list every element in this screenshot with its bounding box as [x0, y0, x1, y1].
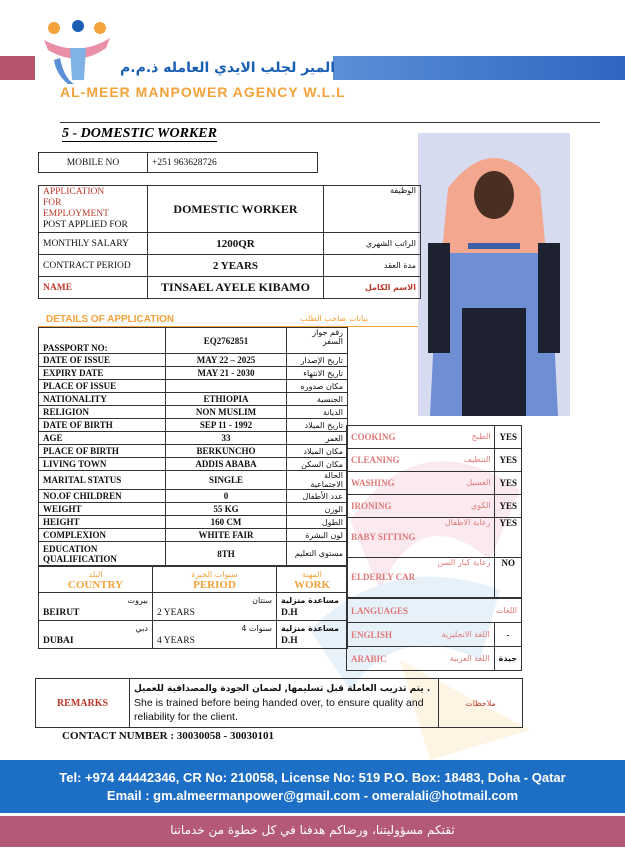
details-row [39, 354, 348, 367]
exp-row-2-period [153, 621, 277, 649]
skill-value: YES [495, 472, 522, 495]
details-label-ar: مكان صدوره [287, 380, 348, 393]
details-row [39, 380, 348, 393]
skill-name-ar: الطبخ [471, 432, 491, 441]
details-value: NON MUSLIM [166, 406, 287, 419]
skill-label [347, 426, 495, 449]
details-label: DATE OF ISSUE [39, 354, 166, 367]
details-label-ar: تاريخ الانتهاء [287, 367, 348, 380]
details-label: COMPLEXION [39, 529, 166, 542]
post-applied-label-ar: الوظيفة [324, 186, 421, 233]
exp-header-work-en: WORK [293, 578, 331, 591]
skill-row [347, 495, 522, 518]
skill-name-ar: رعاية كبار السن [437, 558, 491, 567]
exp-row-2-country-en: DUBAI [43, 635, 74, 646]
details-label: EDUCATION QUALIFICATION [39, 542, 166, 566]
exp-row-1-country [39, 593, 153, 621]
details-title-ar: بيانات صاحب الطلب [300, 314, 369, 323]
contract-label-ar: مدة العقد [324, 255, 421, 277]
details-label: PLACE OF BIRTH [39, 445, 166, 458]
lang-english-ar: اللغة الانجليزية [441, 629, 490, 639]
details-label-ar: تاريخ الميلاد [287, 419, 348, 432]
details-table [38, 327, 348, 566]
mobile-table [38, 152, 318, 173]
details-row [39, 542, 348, 566]
exp-row-1-country-en: BEIRUT [43, 607, 80, 618]
lang-english-en: ENGLISH [351, 629, 393, 640]
salary-label: MONTHLY SALARY [39, 233, 148, 255]
exp-header-period-ar: سنوات الخبرة [191, 569, 238, 579]
details-label: HEIGHT [39, 516, 166, 529]
skill-name: CLEANING [351, 455, 400, 465]
company-name-arabic: المير لجلب الايدي العامله ذ.م.م [120, 60, 336, 76]
details-label: LIVING TOWN [39, 458, 166, 471]
details-label-ar: عدد الأطفال [287, 490, 348, 503]
lang-arabic-label [347, 647, 495, 671]
lang-english-value: - [494, 623, 521, 647]
exp-row-1-work [277, 593, 348, 621]
lang-arabic-ar: اللغة العربية [449, 653, 490, 663]
contact-number: CONTACT NUMBER : 30030058 - 30030101 [62, 730, 274, 742]
exp-header-country-ar: البلد [88, 569, 103, 579]
details-row [39, 406, 348, 419]
details-value: 160 CM [166, 516, 287, 529]
details-value: 33 [166, 432, 287, 445]
skill-row [347, 426, 522, 449]
skill-name-ar: التنظيف [463, 455, 491, 464]
details-label-ar: لون البشرة [287, 529, 348, 542]
remarks-table [35, 678, 523, 728]
exp-header-period [153, 567, 277, 593]
skill-value: YES [495, 495, 522, 518]
details-value: SEP 11 - 1992 [166, 419, 287, 432]
details-value: 8TH [166, 542, 287, 566]
exp-row-2-work-en: D.H [281, 635, 298, 646]
details-value: SINGLE [166, 471, 287, 490]
details-body [39, 328, 348, 566]
details-row [39, 328, 348, 354]
details-row [39, 503, 348, 516]
application-table [38, 185, 421, 299]
applicant-photo-image [418, 133, 570, 416]
details-row [39, 529, 348, 542]
details-row [39, 432, 348, 445]
remarks-label: REMARKS [36, 679, 130, 728]
details-row [39, 490, 348, 503]
skill-name: WASHING [351, 478, 395, 488]
exp-header-work-ar: المهنة [302, 569, 322, 579]
details-label-ar: مكان الميلاد [287, 445, 348, 458]
details-label: WEIGHT [39, 503, 166, 516]
languages-title-ar: اللغات [495, 605, 517, 615]
details-row [39, 419, 348, 432]
header-accent-bar-right [333, 56, 625, 80]
skill-label [347, 472, 495, 495]
details-title: DETAILS OF APPLICATION [46, 314, 175, 325]
details-label: EXPIRY DATE [39, 367, 166, 380]
experience-table [38, 566, 348, 649]
header-divider [60, 122, 600, 123]
footer-line2: Email : gm.almeermanpower@gmail.com - omeralali@hotmail.com [106, 788, 519, 803]
details-row [39, 393, 348, 406]
section-title [62, 126, 217, 142]
details-label-ar: الحالة الاجتماعية [287, 471, 348, 490]
details-label: NATIONALITY [39, 393, 166, 406]
company-logo [40, 18, 115, 88]
skill-name-ar: الغسيل [466, 478, 491, 487]
remarks-text-ar: يتم تدريب العاملة قبل تسليمها, لضمان الجودة والمصداقية للعميل . [134, 684, 431, 694]
details-label: DATE OF BIRTH [39, 419, 166, 432]
lang-arabic-value: جيدة [494, 647, 521, 671]
salary-value: 1200QR [148, 233, 324, 255]
exp-row-2-period-ar: 4 سنوات [241, 623, 272, 633]
details-value: MAY 22 – 2025 [166, 354, 287, 367]
details-row [39, 367, 348, 380]
skill-label [347, 518, 495, 558]
applicant-photo [418, 133, 570, 416]
section-title-text: 5 - DOMESTIC WORKER [62, 126, 217, 141]
application-label-line2: FOR [43, 198, 62, 208]
contract-label: CONTRACT PERIOD [39, 255, 148, 277]
details-value: ETHIOPIA [166, 393, 287, 406]
name-label-ar: الاسم الكامل [324, 277, 421, 299]
application-label-line3: EMPLOYMENT [43, 209, 109, 219]
languages-title: LANGUAGES [351, 605, 409, 616]
skill-value: YES [495, 426, 522, 449]
skills-body [347, 426, 522, 598]
mobile-value: +251 963628726 [148, 153, 318, 173]
exp-row-1-period [153, 593, 277, 621]
exp-header-work [277, 567, 348, 593]
details-row [39, 471, 348, 490]
skill-row [347, 518, 522, 558]
lang-arabic-en: ARABIC [351, 653, 387, 664]
exp-row-2-country-ar: دبي [135, 623, 148, 633]
exp-row-2-work-ar: مساعدة منزلية [281, 623, 340, 633]
skill-name: COOKING [351, 432, 396, 442]
details-label: RELIGION [39, 406, 166, 419]
exp-row [39, 593, 348, 621]
details-value: 0 [166, 490, 287, 503]
skill-value: YES [495, 518, 522, 558]
exp-row-2-country [39, 621, 153, 649]
details-label-ar: مكان السكن [287, 458, 348, 471]
exp-row-1-work-ar: مساعدة منزلية [281, 595, 340, 605]
details-label-ar: الجنسية [287, 393, 348, 406]
details-label: AGE [39, 432, 166, 445]
details-label: PLACE OF ISSUE [39, 380, 166, 393]
header-accent-bar-left [0, 56, 35, 80]
remarks-label-ar: ملاحظات [439, 679, 523, 728]
skill-value: YES [495, 449, 522, 472]
details-label-ar: رقم جواز السفر [287, 328, 348, 354]
exp-row-1-work-en: D.H [281, 607, 298, 618]
skill-row [347, 558, 522, 598]
company-name-english: AL-MEER MANPOWER AGENCY W.L.L [60, 84, 346, 100]
exp-row-2-period-en: 4 YEARS [157, 635, 195, 646]
languages-header [347, 599, 522, 623]
skill-name: BABY SITTING [351, 532, 416, 542]
skill-value: NO [495, 558, 522, 598]
details-value [166, 380, 287, 393]
details-label: NO.OF CHILDREN [39, 490, 166, 503]
skill-label [347, 495, 495, 518]
skill-name: IRONING [351, 501, 392, 511]
exp-row-1-period-en: 2 YEARS [157, 607, 195, 618]
details-label-ar: الوزن [287, 503, 348, 516]
details-label-ar: تاريخ الإصدار [287, 354, 348, 367]
footer-slogan-bar [0, 816, 625, 847]
remarks-text-en: She is trained before being handed over, to ensure quality and reliability for the client. [134, 697, 424, 723]
skill-label [347, 449, 495, 472]
mobile-label: MOBILE NO [39, 153, 148, 173]
contract-value: 2 YEARS [148, 255, 324, 277]
skill-row [347, 449, 522, 472]
skills-table [346, 425, 522, 598]
exp-row-2-work [277, 621, 348, 649]
details-row [39, 516, 348, 529]
details-row [39, 458, 348, 471]
details-label: PASSPORT NO: [39, 328, 166, 354]
details-label-ar: الديانة [287, 406, 348, 419]
name-value: TINSAEL AYELE KIBAMO [148, 277, 324, 299]
skill-label [347, 558, 495, 598]
remarks-content [130, 679, 439, 728]
details-label-ar: الطول [287, 516, 348, 529]
exp-header-period-en: PERIOD [193, 578, 236, 591]
salary-label-ar: الراتب الشهري [324, 233, 421, 255]
details-value: MAY 21 - 2030 [166, 367, 287, 380]
exp-header-country-en: COUNTRY [67, 578, 124, 591]
skill-name: ELDERLY CAR [351, 572, 416, 582]
application-label-line1: APPLICATION [43, 187, 105, 197]
post-applied-value: DOMESTIC WORKER [148, 186, 324, 233]
exp-header-country [39, 567, 153, 593]
lang-english-label [347, 623, 495, 647]
footer-line1: Tel: +974 44442346, CR No: 210058, License No: 519 P.O. Box: 18483, Doha - Qatar [59, 770, 566, 785]
footer-contact-bar [0, 760, 625, 813]
application-label-cell [39, 186, 148, 233]
details-value: EQ2762851 [166, 328, 287, 354]
languages-table [346, 598, 522, 671]
details-value: 55 KG [166, 503, 287, 516]
skill-row [347, 472, 522, 495]
skill-name-ar: الكوي [471, 501, 491, 510]
details-value: BERKUNCHO [166, 445, 287, 458]
details-label-ar: مستوى التعليم [287, 542, 348, 566]
details-value: WHITE FAIR [166, 529, 287, 542]
details-value: ADDIS ABABA [166, 458, 287, 471]
details-label-ar: العمر [287, 432, 348, 445]
exp-row [39, 621, 348, 649]
exp-row-1-country-ar: بيروت [127, 595, 148, 605]
footer-slogan: ثقتكم مسؤوليتنا، ورضاكم هدفنا في كل خطوة من خدماتنا [170, 823, 455, 837]
details-row [39, 445, 348, 458]
exp-row-1-period-ar: سنتان [252, 595, 272, 605]
name-label: NAME [39, 277, 148, 299]
skill-name-ar: رعاية الاطفال [444, 518, 491, 527]
details-label: MARITAL STATUS [39, 471, 166, 490]
post-applied-label: POST APPLIED FOR [43, 220, 128, 230]
